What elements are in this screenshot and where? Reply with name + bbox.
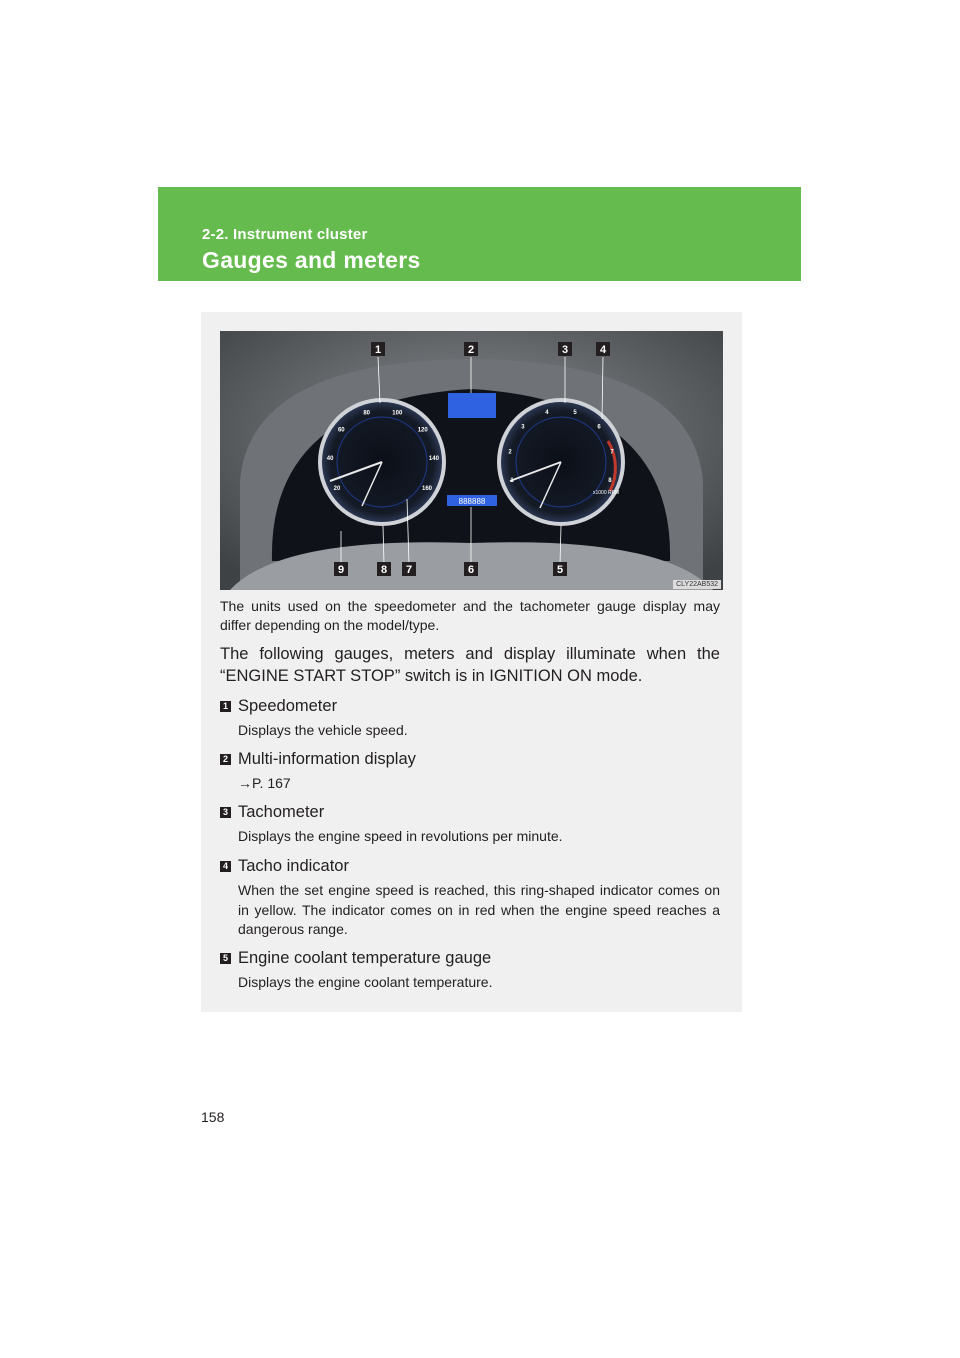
tick-label: 60 — [337, 427, 345, 434]
tick-label: 7 — [610, 449, 614, 456]
item-number-badge: 2 — [220, 754, 231, 765]
callout-1 — [371, 342, 385, 356]
item-title: Engine coolant temperature gauge — [238, 948, 492, 967]
speedometer-gauge — [318, 398, 446, 526]
callout-6 — [464, 562, 478, 576]
callout-5 — [553, 562, 567, 576]
callout-label: 5 — [556, 564, 564, 576]
tick-label: 100 — [392, 410, 403, 417]
callout-7 — [402, 562, 416, 576]
callout-8 — [377, 562, 391, 576]
item-description: When the set engine speed is reached, this ring-shaped indicator comes on in yellow. The indicator comes on in red when the engine speed reaches a dangerous range. — [238, 882, 720, 937]
tick-label: 8 — [608, 477, 612, 484]
callout-2 — [464, 342, 478, 356]
item-description: Displays the engine coolant temperature. — [238, 974, 493, 990]
instrument-cluster-figure — [220, 331, 723, 590]
page-reference-link[interactable]: →P. 167 — [238, 775, 291, 791]
item-title: Multi-information display — [238, 749, 416, 768]
tick-label: 1 — [510, 477, 514, 484]
item-title: Speedometer — [238, 696, 338, 715]
tick-label: 40 — [326, 456, 334, 463]
item-title: Tacho indicator — [238, 856, 349, 875]
tick-label: 2 — [508, 449, 512, 456]
callout-label: 1 — [374, 344, 382, 356]
callout-label: 2 — [467, 344, 475, 356]
tick-label: 140 — [428, 456, 439, 463]
tick-label: 5 — [573, 409, 577, 416]
multi-information-display — [448, 393, 496, 418]
callout-9 — [334, 562, 348, 576]
list-item — [220, 855, 720, 940]
callout-label: 9 — [337, 564, 345, 576]
item-description: Displays the engine speed in revolutions per minute. — [238, 828, 563, 844]
item-title: Tachometer — [238, 802, 325, 821]
item-description: Displays the vehicle speed. — [238, 722, 408, 738]
item-number-badge: 1 — [220, 701, 231, 712]
section-label: 2-2. Instrument cluster — [202, 226, 368, 243]
list-item — [220, 947, 720, 993]
callout-4 — [596, 342, 610, 356]
item-number-badge: 4 — [220, 861, 231, 872]
callout-label: 3 — [561, 344, 569, 356]
tick-label: 20 — [333, 486, 341, 492]
tick-label: 120 — [417, 427, 428, 434]
section-header — [158, 187, 801, 281]
callout-3 — [558, 342, 572, 356]
tick-label: 4 — [545, 409, 549, 416]
cluster-illustration — [220, 331, 723, 590]
units-note: The units used on the speedometer and the tachometer gauge display may differ depending on the model/type. — [220, 598, 720, 633]
tachometer-gauge — [497, 398, 625, 526]
page-title: Gauges and meters — [202, 247, 421, 273]
callout-label: 8 — [380, 564, 388, 576]
tick-label: 160 — [421, 486, 433, 492]
tick-label: 80 — [363, 410, 371, 417]
figure-code: CLY22AB532 — [673, 580, 721, 589]
page-number: 158 — [201, 1109, 225, 1125]
tacho-unit-label: x1000 RPM — [593, 490, 620, 496]
content-panel — [201, 312, 742, 1012]
odometer-readout: 888888 — [458, 497, 486, 506]
item-number-badge: 5 — [220, 953, 231, 964]
callout-label: 7 — [405, 564, 413, 576]
list-item — [220, 748, 720, 794]
tick-label: 3 — [521, 424, 525, 431]
callout-label: 4 — [599, 344, 607, 356]
list-item — [220, 695, 720, 741]
intro-paragraph: The following gauges, meters and display illuminate when the “ENGINE START STOP” switch is in IGNITION ON mode. — [220, 645, 720, 685]
item-number-badge: 3 — [220, 807, 231, 818]
tick-label: 6 — [597, 424, 601, 431]
list-item — [220, 801, 720, 847]
callout-label: 6 — [467, 564, 475, 576]
